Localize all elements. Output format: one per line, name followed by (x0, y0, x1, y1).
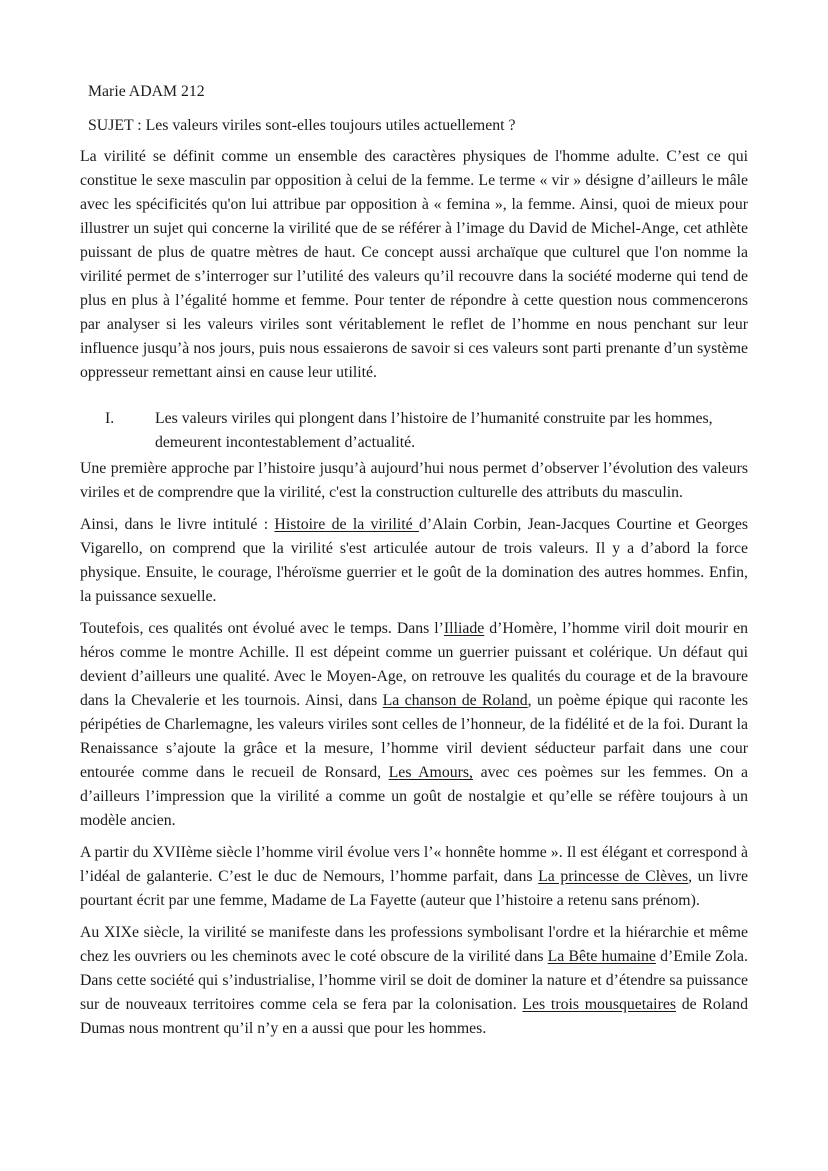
book-title-underlined: Les trois mousquetaires (522, 996, 676, 1013)
document-header (80, 80, 748, 138)
text-run: d’Alain Corbin, Jean-Jacques Courtine et Georges Vigarello, on comprend que la virilité s'est articulée autour de trois valeurs. Il y a d’abord la force physique. Ensuite, le courage, l'héroïsme guerrier et le goût de la domination des autres hommes. Enfin, la puissance sexuelle. (80, 516, 748, 605)
book-title-underlined: Illiade (443, 620, 485, 637)
intro-paragraph (80, 145, 748, 385)
text-run: d’Emile Zola. Dans cette société qui s’industrialise, l’homme viril se doit de dominer la nature et d’étendre sa puissance sur de nouveaux territoires comme cela se fera par la colonisation. (80, 948, 749, 1013)
text-run: Toutefois, ces qualités ont évolué avec le temps. Dans l’ (80, 620, 444, 637)
section-1-heading (105, 407, 748, 455)
section-number: I. (105, 410, 115, 427)
book-title-underlined: La Bête humaine (547, 948, 656, 965)
paragraph-premiere-approche (80, 457, 748, 505)
subject-line: SUJET : Les valeurs viriles sont-elles toujours utiles actuellement ? (88, 117, 516, 134)
text-run: Ainsi, dans le livre intitulé : (80, 516, 275, 533)
text-run: , un livre pourtant écrit par une femme, Madame de La Fayette (auteur que l’histoire a retenu sans prénom). (80, 868, 748, 909)
document-body (80, 145, 748, 1041)
book-title-underlined: La princesse de Clèves (538, 868, 689, 885)
paragraph-evolution-des-qualites (80, 617, 748, 833)
text-run: de Roland Dumas nous montrent qu’il n’y en a aussi que pour les hommes. (80, 996, 748, 1037)
text-run: d’Homère, l’homme viril doit mourir en héros comme le montre Achille. Il est dépeint comme un guerrier puissant et colérique. Un défaut qui devient d’ailleurs une qualité. Avec le Moyen-Age, on retrouve les qualités du courage et de la bravoure dans la Chevalerie et les tournois. Ainsi, dans (80, 620, 748, 709)
text-run: Une première approche par l’histoire jusqu’à aujourd’hui nous permet d’observer l’évolution des valeurs viriles et de comprendre que la virilité, c'est la construction culturelle des attributs du masculin. (80, 460, 748, 501)
paragraph-xixe-siecle (80, 921, 748, 1041)
text-run: Les valeurs viriles qui plongent dans l’histoire de l’humanité construite par les hommes, demeurent incontestablement d’actualité. (155, 410, 713, 451)
text-run: La virilité se définit comme un ensemble des caractères physiques de l'homme adulte. C’est ce qui constitue le sexe masculin par opposition à celui de la femme. Le terme « vir » désigne d’ailleurs le mâle avec les spécificités qu'on lui attribue par opposition à « femina », la femme. Ainsi, quoi de mieux pour illustrer un sujet qui concerne la virilité que de se référer à l’image du David de Michel-Ange, cet athlète puissant de plus de quatre mètres de haut. Ce concept aussi archaïque que culturel que l'on nomme la virilité permet de s’interroger sur l’utilité des valeurs qu’il recouvre dans la société moderne qui tend de plus en plus à l’égalité homme et femme. Pour tenter de répondre à cette question nous commencerons par analyser si les valeurs viriles sont véritablement le reflet de l’homme en nous penchant sur leur influence jusqu’à nos jours, puis nous essaierons de savoir si ces valeurs sont parti prenante d’un système oppresseur remettant ainsi en cause leur utilité. (80, 148, 748, 381)
book-title-underlined: Histoire de la virilité (274, 516, 419, 533)
book-title-underlined: La chanson de Roland (382, 692, 528, 709)
text-run: , un poème épique qui raconte les péripéties de Charlemagne, les valeurs viriles sont celles de l’honneur, de la fidélité et de la foi. Durant la Renaissance s’ajoute la grâce et la mesure, l’homme viril devient séducteur parfait dans une cour entourée comme dans le recueil de Ronsard, (80, 692, 749, 781)
section-heading-text (155, 407, 748, 455)
book-title-underlined: Les Amours, (388, 764, 474, 781)
text-run: A partir du XVIIème siècle l’homme viril évolue vers l’« honnête homme ». Il est élégant et correspond à l’idéal de galanterie. C’est le duc de Nemours, l’homme parfait, dans (80, 844, 748, 885)
paragraph-histoire-de-la-virilite (80, 513, 748, 609)
text-run: Au XIXe siècle, la virilité se manifeste dans les professions symbolisant l'ordre et la hiérarchie et même chez les ouvriers ou les cheminots avec le coté obscure de la virilité dans (80, 924, 748, 965)
author-line: Marie ADAM 212 (88, 83, 205, 100)
paragraph-honnete-homme (80, 841, 748, 913)
text-run: avec ces poèmes sur les femmes. On a d’ailleurs l’impression que la virilité a comme un goût de nostalgie et qu’elle se réfère toujours à un modèle ancien. (80, 764, 748, 829)
